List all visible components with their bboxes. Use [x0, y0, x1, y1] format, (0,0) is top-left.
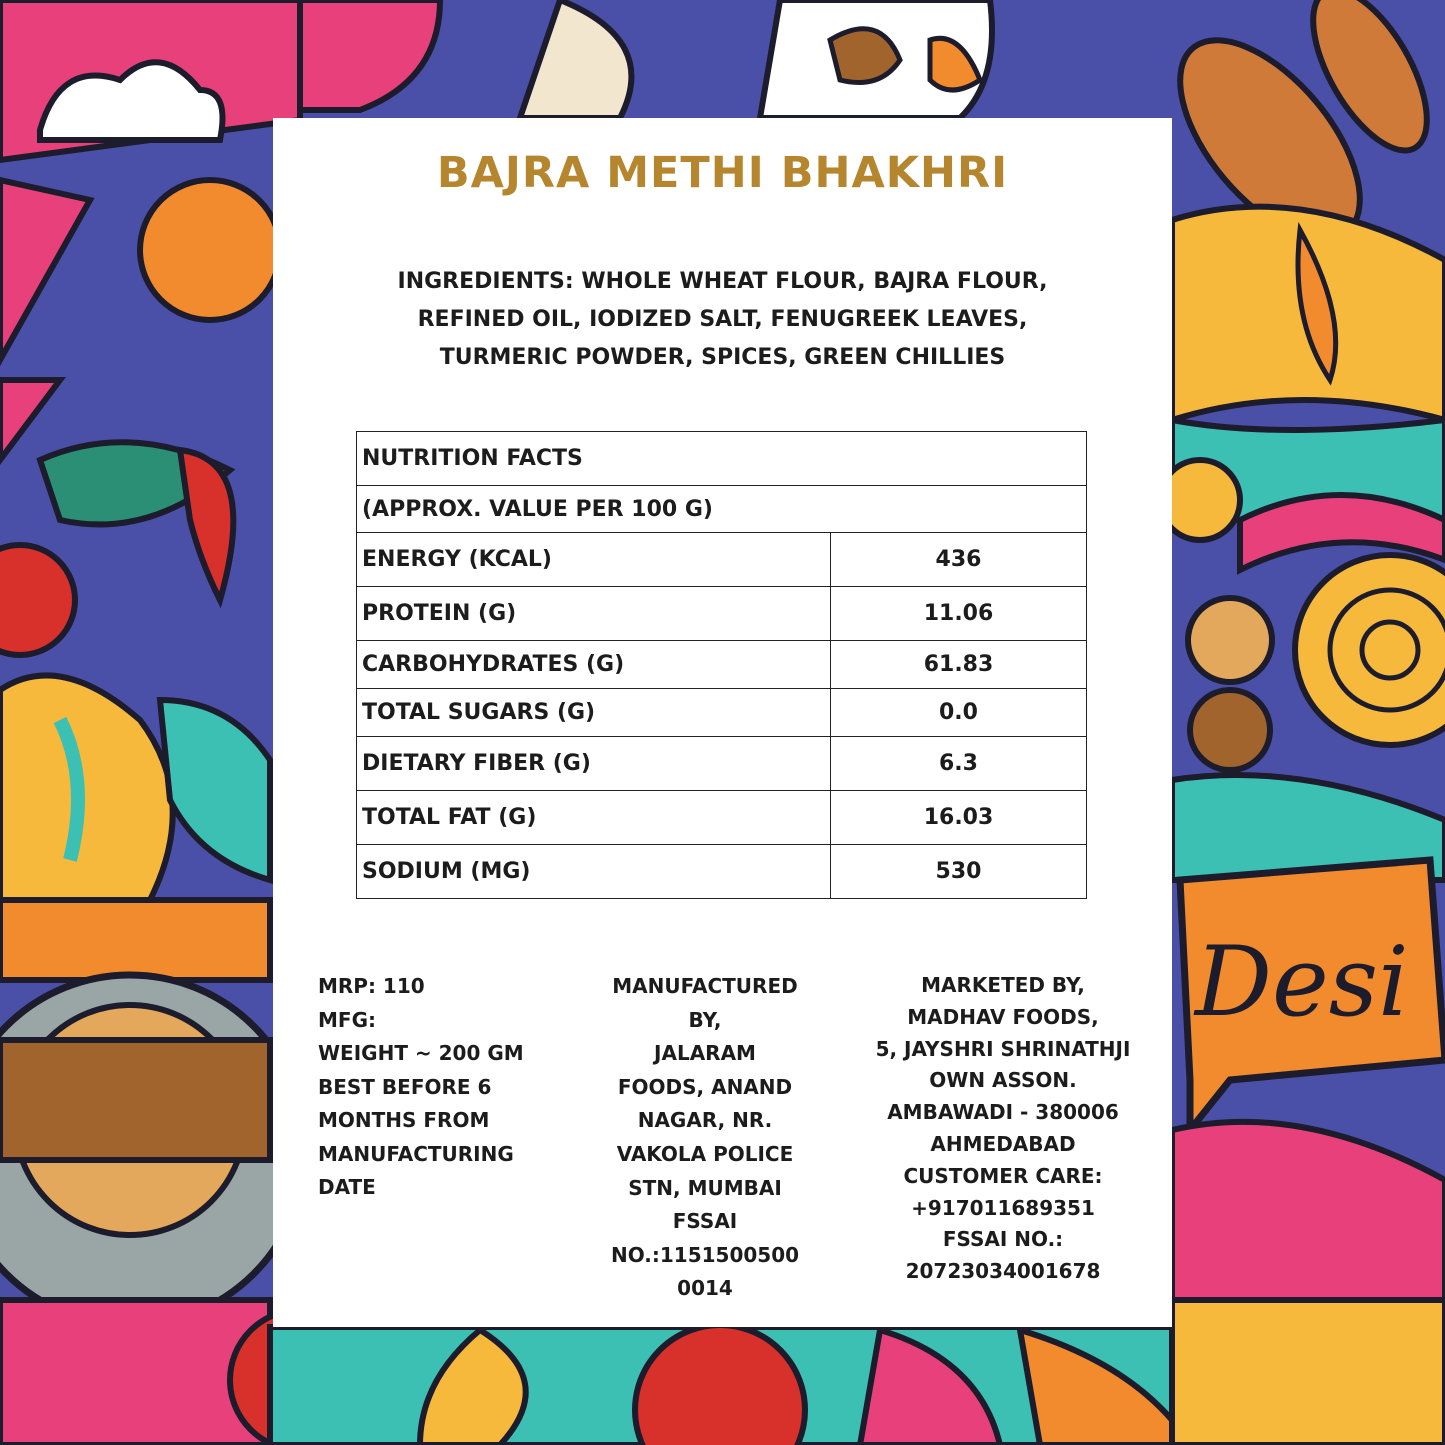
manufacturer-line: FOODS, ANAND [617, 1074, 793, 1099]
table-row [357, 533, 1087, 587]
table-row [357, 689, 1087, 737]
manufacturer-line: VAKOLA POLICE [616, 1141, 794, 1166]
nutrient-label: PROTEIN (G) [357, 587, 831, 641]
table-row [357, 641, 1087, 689]
info-line: WEIGHT ~ 200 GM [318, 1041, 524, 1065]
nutrient-label: TOTAL FAT (G) [357, 791, 831, 845]
manufacturer-column [605, 970, 805, 1306]
nutrient-label: ENERGY (KCAL) [357, 533, 831, 587]
ingredients-line: TURMERIC POWDER, SPICES, GREEN CHILLIES [439, 345, 1006, 370]
nutrient-label: SODIUM (MG) [357, 845, 831, 899]
nutrient-label: CARBOHYDRATES (G) [357, 641, 831, 689]
nutrition-subheader-row [357, 486, 1087, 533]
nutrient-label: TOTAL SUGARS (G) [357, 689, 831, 737]
marketer-line: FSSAI NO.: [942, 1227, 1064, 1252]
product-label-card [273, 118, 1172, 1327]
nutrition-header-row [357, 432, 1087, 486]
manufacturer-line: JALARAM [654, 1041, 756, 1066]
info-line: MFG: [318, 1007, 376, 1032]
product-info-column [318, 970, 558, 1205]
nutrient-value: 530 [831, 845, 1087, 899]
marketer-line: MADHAV FOODS, [907, 1004, 1099, 1029]
nutrient-value: 16.03 [831, 791, 1087, 845]
info-line: MONTHS FROM [318, 1108, 490, 1132]
info-line: MRP: 110 [318, 974, 425, 998]
manufacturer-line: MANUFACTURED [612, 974, 798, 998]
manufacturer-line: NO.:1151500500 [610, 1242, 800, 1267]
desi-doodle-text: Desi [1195, 926, 1409, 1038]
marketer-line: 20723034001678 [905, 1259, 1101, 1284]
ingredients-text [333, 263, 1112, 377]
nutrient-value: 61.83 [831, 641, 1087, 689]
marketer-line: MARKETED BY, [921, 973, 1085, 997]
marketer-line: +917011689351 [911, 1195, 1095, 1220]
info-line: MANUFACTURING [318, 1141, 514, 1166]
marketer-line: AHMEDABAD [930, 1131, 1076, 1156]
table-row [357, 587, 1087, 641]
nutrition-header: NUTRITION FACTS [357, 432, 1087, 486]
nutrient-value: 0.0 [831, 689, 1087, 737]
product-title: BAJRA METHI BHAKHRI [436, 148, 1009, 198]
info-line: BEST BEFORE 6 [318, 1074, 492, 1099]
manufacturer-line: NAGAR, NR. [637, 1108, 773, 1133]
marketer-line: 5, JAYSHRI SHRINATHJI [875, 1036, 1131, 1061]
nutrition-subheader: (APPROX. VALUE PER 100 G) [357, 486, 1087, 533]
nutrition-facts-table [356, 431, 1087, 899]
table-row [357, 737, 1087, 791]
nutrient-label: DIETARY FIBER (G) [357, 737, 831, 791]
marketer-line: CUSTOMER CARE: [903, 1163, 1103, 1188]
manufacturer-line: FSSAI [672, 1209, 738, 1234]
marketer-line: AMBAWADI - 380006 [887, 1100, 1119, 1125]
nutrient-value: 6.3 [831, 737, 1087, 791]
table-row [357, 791, 1087, 845]
manufacturer-line: BY, [688, 1007, 722, 1032]
manufacturer-line: 0014 [677, 1276, 733, 1301]
table-row [357, 845, 1087, 899]
info-line: DATE [318, 1175, 376, 1199]
marketer-column [853, 970, 1153, 1288]
nutrient-value: 11.06 [831, 587, 1087, 641]
nutrient-value: 436 [831, 533, 1087, 587]
marketer-line: OWN ASSON. [929, 1068, 1077, 1093]
manufacturer-line: STN, MUMBAI [628, 1175, 782, 1200]
ingredients-line: REFINED OIL, IODIZED SALT, FENUGREEK LEAVES, [417, 307, 1028, 332]
ingredients-line: INGREDIENTS: WHOLE WHEAT FLOUR, BAJRA FLOUR, [397, 269, 1048, 294]
